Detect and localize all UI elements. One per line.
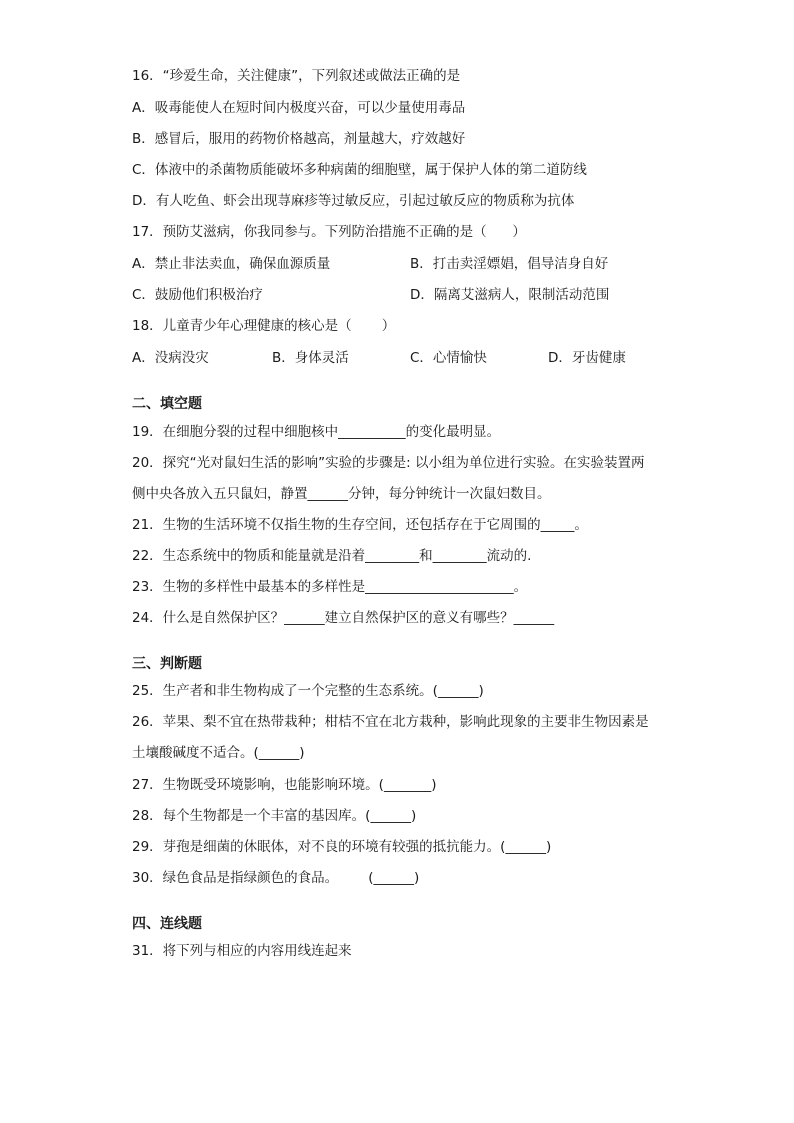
question-18-option-a: A．没病没灾	[132, 350, 209, 366]
question-18-option-b: B．身体灵活	[272, 350, 349, 366]
question-16-option-c: C．体液中的杀菌物质能破坏多种病菌的细胞壁，属于保护人体的第二道防线	[132, 162, 587, 178]
section-4-heading: 四、连线题	[132, 916, 202, 932]
question-18-option-c: C．心情愉快	[410, 350, 487, 366]
question-29: 29．芽孢是细菌的休眠体，对不良的环境有较强的抵抗能力。(______)	[132, 839, 552, 855]
question-25: 25．生产者和非生物构成了一个完整的生态系统。(______)	[132, 683, 484, 699]
question-18-stem: 18．儿童青少年心理健康的核心是（ ）	[132, 318, 396, 334]
question-21: 21．生物的生活环境不仅指生物的生存空间，还包括存在于它周围的_____。	[132, 517, 588, 533]
question-26-line-1: 26．苹果、梨不宜在热带栽种；柑桔不宜在北方栽种，影响此现象的主要非生物因素是	[132, 714, 649, 730]
question-28: 28．每个生物都是一个丰富的基因库。(______)	[132, 808, 417, 824]
question-18-option-d: D．牙齿健康	[548, 350, 626, 366]
question-19: 19．在细胞分裂的过程中细胞核中__________的变化最明显。	[132, 424, 501, 440]
question-17-option-c: C．鼓励他们积极治疗	[132, 287, 263, 303]
question-17-option-a: A．禁止非法卖血，确保血源质量	[132, 256, 331, 272]
question-27: 27．生物既受环境影响，也能影响环境。(_______)	[132, 777, 437, 793]
question-24: 24．什么是自然保护区？______建立自然保护区的意义有哪些？______	[132, 610, 555, 626]
question-17-stem: 17．预防艾滋病，你我同参与。下列防治措施不正确的是（ ）	[132, 224, 526, 240]
question-26-line-2: 土壤酸碱度不适合。(______)	[132, 745, 305, 761]
question-16-option-d: D．有人吃鱼、虾会出现荨麻疹等过敏反应，引起过敏反应的物质称为抗体	[132, 193, 575, 209]
question-20-line-2: 侧中央各放入五只鼠妇，静置______分钟，每分钟统计一次鼠妇数目。	[132, 486, 551, 502]
section-2-heading: 二、填空题	[132, 396, 202, 412]
question-20-line-1: 20．探究“光对鼠妇生活的影响”实验的步骤是: 以小组为单位进行实验。在实验装置两	[132, 455, 645, 471]
section-3-heading: 三、判断题	[132, 656, 202, 672]
question-17-option-b: B．打击卖淫嫖娼，倡导洁身自好	[410, 256, 609, 272]
question-23: 23．生物的多样性中最基本的多样性是______________________。	[132, 579, 528, 595]
question-16-option-a: A．吸毒能使人在短时间内极度兴奋，可以少量使用毒品	[132, 100, 466, 116]
question-16-option-b: B．感冒后，服用的药物价格越高，剂量越大，疗效越好	[132, 131, 466, 147]
question-16-stem: 16．“珍爱生命，关注健康”，下列叙述或做法正确的是	[132, 68, 461, 84]
question-22: 22．生态系统中的物质和能量就是沿着________和________流动的.	[132, 548, 532, 564]
question-17-option-d: D．隔离艾滋病人，限制活动范围	[410, 287, 610, 303]
question-30: 30．绿色食品是指绿颜色的食品。 (______)	[132, 870, 420, 886]
question-31: 31．将下列与相应的内容用线连起来	[132, 943, 352, 959]
